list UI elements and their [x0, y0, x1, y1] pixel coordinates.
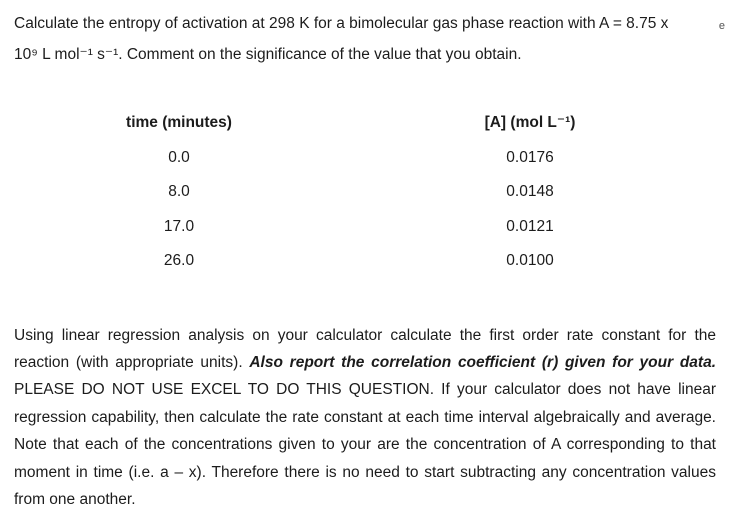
cell-time: 26.0 — [163, 252, 195, 269]
cell-time: 17.0 — [163, 217, 195, 235]
table-header-row — [14, 106, 716, 141]
cell-concentration: 0.0176 — [506, 148, 554, 166]
question-intro — [14, 8, 716, 70]
cell-concentration: 0.0100 — [506, 252, 554, 269]
instructions-part-3: PLEASE DO NOT USE EXCEL TO DO THIS QUESTION. If your calculator does not have linear regression capability, then calculate the rate constant at each time interval algebraically and average. Note that each of the concentrations given to your are the concentration of A corresponding to that moment in time (i.e. a – x). Therefore there is no need to start subtracting any concentration values from one another. — [14, 381, 716, 508]
table-header-concentration: [A] (mol L⁻¹) — [484, 114, 576, 131]
table-row — [14, 141, 716, 176]
instructions-emphasis: Also report the correlation coefficient (r) given for your data. — [249, 353, 717, 371]
data-table — [14, 106, 716, 279]
cell-time: 8.0 — [168, 183, 190, 200]
intro-line-2: 10⁹ L mol⁻¹ s⁻¹. Comment on the significance of the value that you obtain. — [14, 46, 522, 63]
cell-concentration: 0.0148 — [506, 183, 554, 200]
table-header-time: time (minutes) — [126, 114, 232, 131]
table-row — [14, 175, 716, 210]
instructions-part-1: Using linear regression analysis on your calculator calculate the first order rate constant for the reaction (with appropriate units). — [14, 326, 716, 371]
intro-line-1: Calculate the entropy of activation at 298 K for a bimolecular gas phase reaction with A = 8.75 x — [14, 15, 669, 32]
cell-concentration: 0.0121 — [506, 217, 554, 235]
table-row — [14, 210, 716, 245]
instructions-paragraph — [14, 322, 716, 514]
table-row — [14, 244, 716, 279]
cell-time: 0.0 — [168, 148, 190, 166]
stray-character: e — [718, 20, 725, 32]
